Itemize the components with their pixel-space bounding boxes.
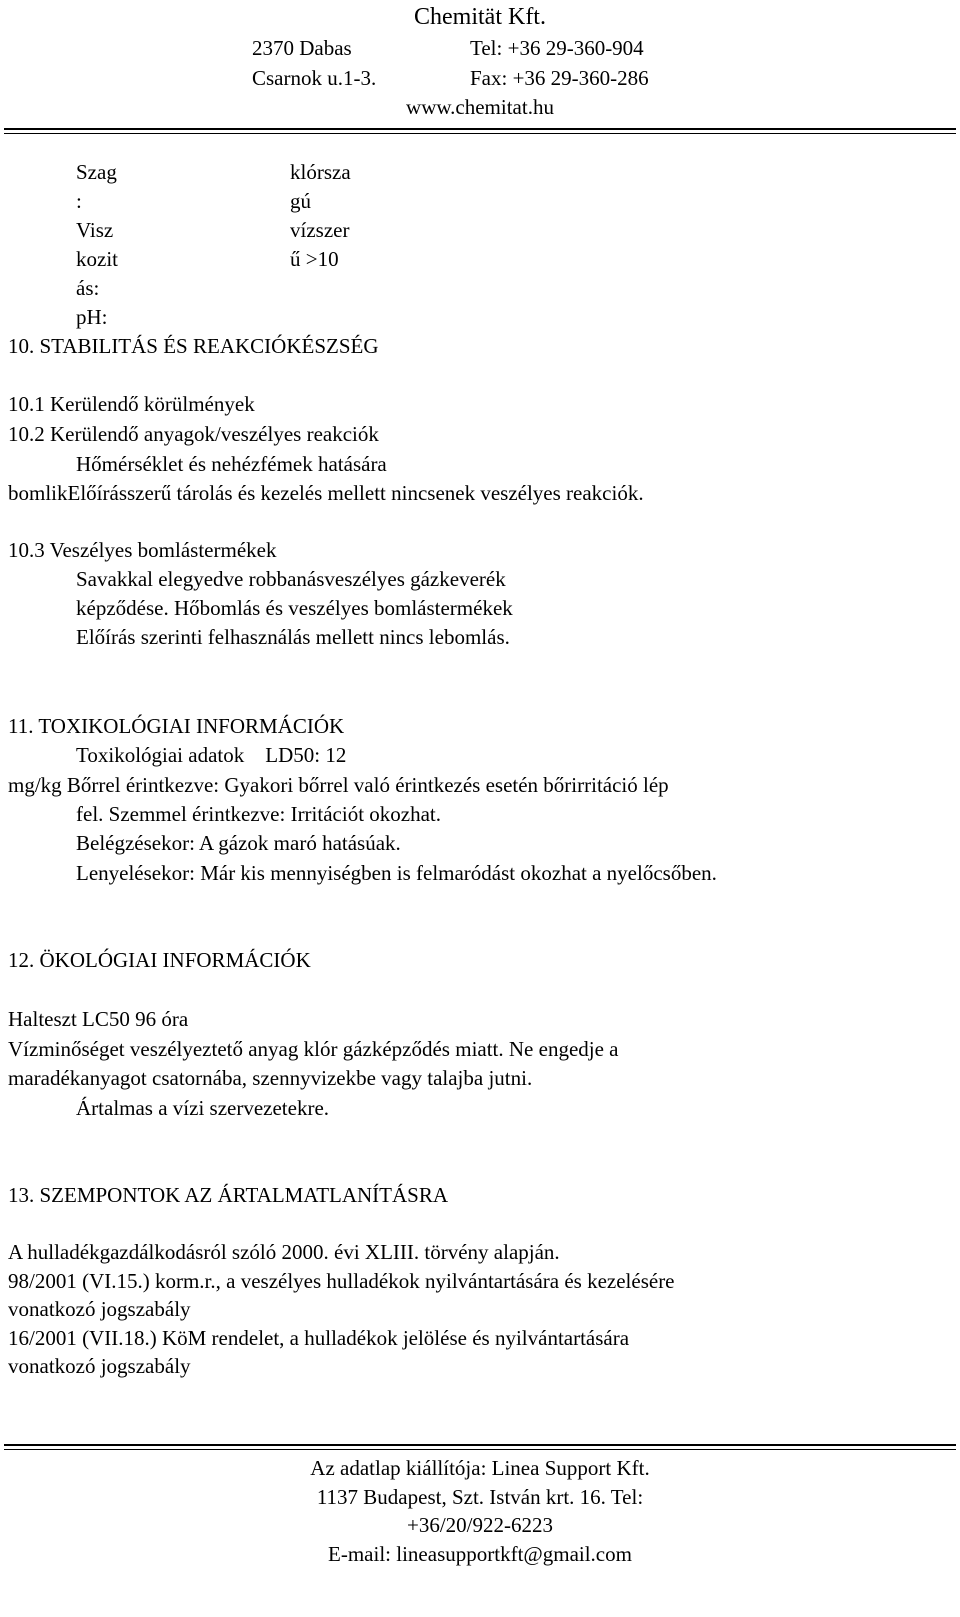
company-street: Csarnok u.1-3. <box>252 66 377 90</box>
footer-address: 1137 Budapest, Szt. István krt. 16. Tel: <box>316 1485 644 1509</box>
footer-email[interactable]: E-mail: lineasupportkft@gmail.com <box>328 1542 632 1566</box>
company-website[interactable]: www.chemitat.hu <box>406 95 554 119</box>
section-12-text: Vízminőséget veszélyeztető anyag klór gázképződés miatt. Ne engedje a <box>8 1037 619 1061</box>
property-label: ás: <box>76 276 100 300</box>
company-city: 2370 Dabas <box>252 36 352 60</box>
section-13-heading: 13. SZEMPONTOK AZ ÁRTALMATLANÍTÁSRA <box>8 1183 449 1207</box>
footer-issuer: Az adatlap kiállítója: Linea Support Kft. <box>310 1456 650 1480</box>
company-name: Chemität Kft. <box>414 4 546 30</box>
section-11-text: Belégzésekor: A gázok maró hatásúak. <box>76 831 401 855</box>
section-10-text: bomlikElőírásszerű tárolás és kezelés mellett nincsenek veszélyes reakciók. <box>8 481 644 505</box>
section-13-text: A hulladékgazdálkodásról szóló 2000. évi XLIII. törvény alapján. <box>8 1240 560 1264</box>
section-11-text: fel. Szemmel érintkezve: Irritációt okozhat. <box>76 802 442 826</box>
section-10-1: 10.1 Kerülendő körülmények <box>8 392 255 416</box>
property-label: kozit <box>76 247 118 271</box>
section-12-text: Ártalmas a vízi szervezetekre. <box>76 1096 330 1120</box>
footer-rule <box>4 1444 956 1446</box>
header-rule-thin <box>4 133 956 134</box>
property-value: vízszer <box>290 218 350 242</box>
property-label: pH: <box>76 305 108 329</box>
section-10-text: Előírás szerinti felhasználás mellett nincs lebomlás. <box>76 625 510 649</box>
header-rule <box>4 128 956 130</box>
section-11-text: Lenyelésekor: Már kis mennyiségben is felmaródást okozhat a nyelőcsőben. <box>76 861 717 885</box>
section-11-heading: 11. TOXIKOLÓGIAI INFORMÁCIÓK <box>8 714 345 738</box>
section-11-text: Toxikológiai adatok LD50: 12 <box>76 743 347 767</box>
section-10-3: 10.3 Veszélyes bomlástermékek <box>8 538 277 562</box>
section-12-text: maradékanyagot csatornába, szennyvizekbe vagy talajba jutni. <box>8 1066 533 1090</box>
property-value: ű >10 <box>290 247 339 271</box>
section-10-text: Savakkal elegyedve robbanásveszélyes gázkeverék <box>76 567 506 591</box>
property-value: klórsza <box>290 160 351 184</box>
property-label: : <box>76 189 82 213</box>
footer-rule-thin <box>4 1449 956 1450</box>
section-11-text: mg/kg Bőrrel érintkezve: Gyakori bőrrel való érintkezés esetén bőrirritáció lép <box>8 773 669 797</box>
section-12-heading: 12. ÖKOLÓGIAI INFORMÁCIÓK <box>8 948 311 972</box>
section-10-text: Hőmérséklet és nehézfémek hatására <box>76 452 387 476</box>
section-13-text: vonatkozó jogszabály <box>8 1354 191 1378</box>
section-10-2: 10.2 Kerülendő anyagok/veszélyes reakciók <box>8 422 379 446</box>
section-13-text: vonatkozó jogszabály <box>8 1297 191 1321</box>
company-fax: Fax: +36 29-360-286 <box>470 66 649 90</box>
section-12-text: Halteszt LC50 96 óra <box>8 1007 189 1031</box>
section-13-text: 98/2001 (VI.15.) korm.r., a veszélyes hulladékok nyilvántartására és kezelésére <box>8 1269 675 1293</box>
company-phone: Tel: +36 29-360-904 <box>470 36 644 60</box>
section-10-heading: 10. STABILITÁS ÉS REAKCIÓKÉSZSÉG <box>8 334 379 358</box>
property-label: Visz <box>76 218 114 242</box>
section-10-text: képződése. Hőbomlás és veszélyes bomlástermékek <box>76 596 513 620</box>
property-value: gú <box>290 189 311 213</box>
property-label: Szag <box>76 160 117 184</box>
footer-phone: +36/20/922-6223 <box>406 1513 553 1537</box>
section-13-text: 16/2001 (VII.18.) KöM rendelet, a hulladékok jelölése és nyilvántartására <box>8 1326 630 1350</box>
